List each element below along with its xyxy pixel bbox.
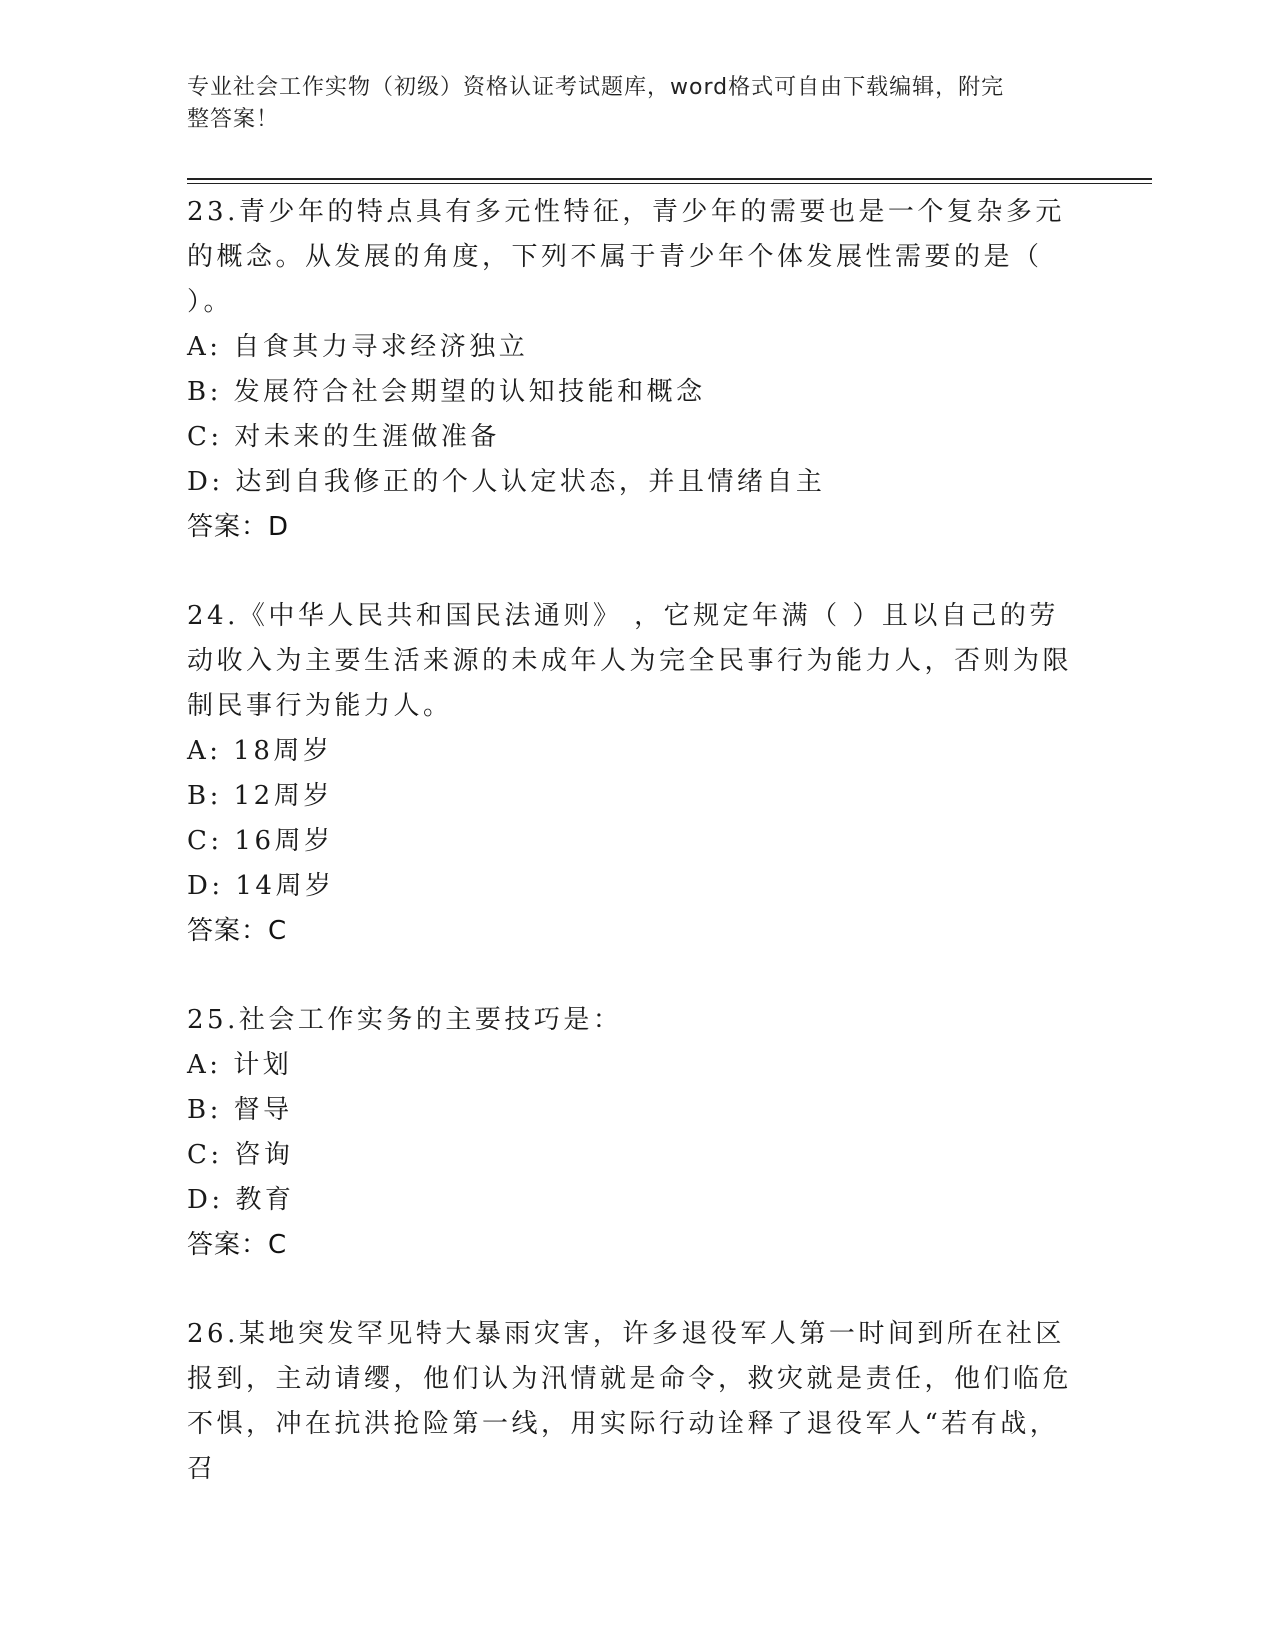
option-a: A: 18周岁: [187, 736, 333, 766]
option-d: D: 14周岁: [187, 871, 335, 901]
question-list: [187, 190, 1087, 1536]
option-d: D: 达到自我修正的个人认定状态，并且情绪自主: [187, 467, 826, 497]
option-c: C: 16周岁: [187, 826, 334, 856]
answer: 答案：C: [187, 916, 288, 946]
page-header: [187, 72, 1067, 136]
question-text: 24.《中华人民共和国民法通则》 ，它规定年满（ ）且以自己的劳动收入为主要生活来源的未成年人为完全民事行为能力人，否则为限制民事行为能力人。: [187, 601, 1073, 721]
header-divider-top: [187, 178, 1152, 180]
option-b: B: 发展符合社会期望的认知技能和概念: [187, 377, 706, 407]
question-text: 26.某地突发罕见特大暴雨灾害，许多退役军人第一时间到所在社区报到，主动请缨，他们认为汛情就是命令，救灾就是责任，他们临危不惧，冲在抗洪抢险第一线，用实际行动诠释了退役军人“若有战，召: [187, 1319, 1073, 1484]
header-divider-bottom: [187, 183, 1152, 184]
option-b: B: 12周岁: [187, 781, 333, 811]
option-c: C: 对未来的生涯做准备: [187, 422, 500, 452]
question-24: [187, 594, 1087, 954]
question-25: [187, 998, 1087, 1268]
option-b: B: 督导: [187, 1095, 293, 1125]
header-line-2: 整答案！: [187, 107, 280, 132]
option-a: A: 自食其力寻求经济独立: [187, 332, 529, 362]
question-text: 23.青少年的特点具有多元性特征，青少年的需要也是一个复杂多元的概念。从发展的角度，下列不属于青少年个体发展性需要的是（ ）。: [187, 197, 1065, 317]
question-text: 25.社会工作实务的主要技巧是：: [187, 1005, 623, 1035]
option-a: A: 计划: [187, 1050, 293, 1080]
option-d: D: 教育: [187, 1185, 295, 1215]
question-23: [187, 190, 1087, 550]
option-c: C: 咨询: [187, 1140, 294, 1170]
header-line-1: 专业社会工作实物（初级）资格认证考试题库，word格式可自由下载编辑，附完: [187, 75, 1005, 100]
question-26: [187, 1312, 1087, 1492]
answer: 答案：D: [187, 512, 290, 542]
answer: 答案：C: [187, 1230, 288, 1260]
